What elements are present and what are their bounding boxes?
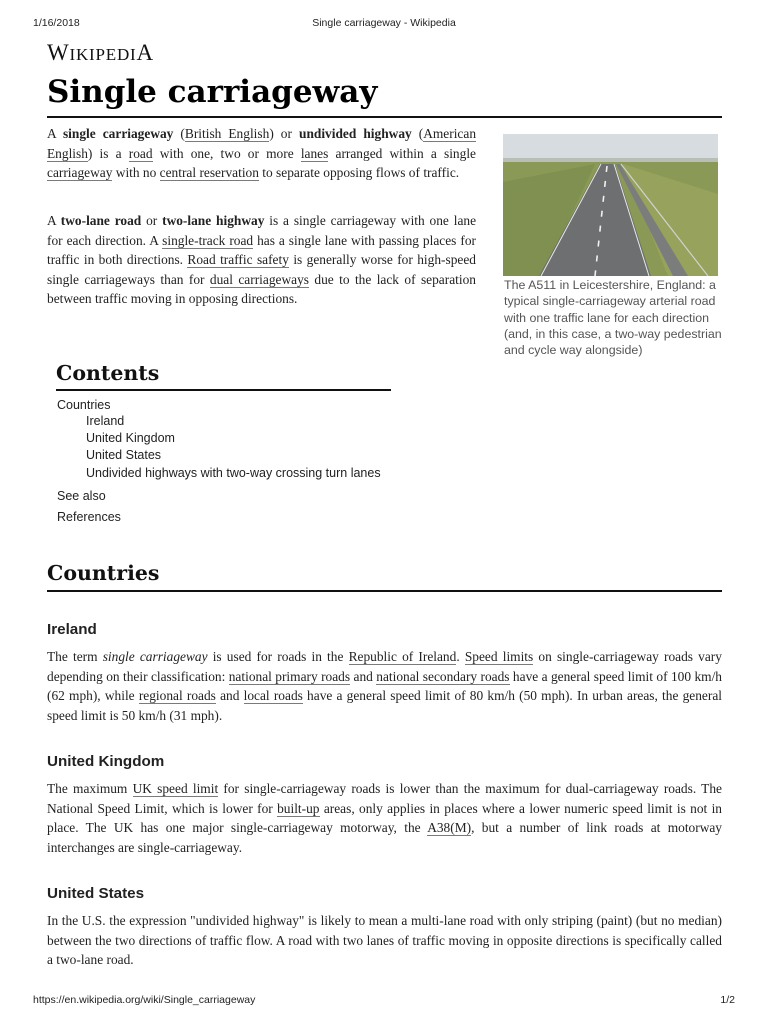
title-divider [47, 116, 722, 118]
print-title: Single carriageway - Wikipedia [312, 17, 456, 29]
link-carriageway[interactable]: carriageway [47, 165, 113, 180]
ireland-paragraph: The term single carriageway is used for roads in the Republic of Ireland. Speed limits on single-carriageway roads vary depending on their classification: national primary roads and national secondary roads have a general speed limit of 100 km/h (62 mph), while regional roads and local roads have a general speed limit of 80 km/h (50 mph). In urban areas, the general speed limit is 50 km/h (31 mph). [47, 649, 722, 723]
link-uk-speed-limit[interactable]: UK speed limit [132, 781, 219, 796]
link-republic-of-ireland[interactable]: Republic of Ireland [348, 649, 457, 664]
subsection-heading-ireland: Ireland [47, 621, 97, 638]
link-road-traffic-safety[interactable]: Road traffic safety [187, 252, 289, 267]
countries-divider [47, 590, 722, 592]
road-photo[interactable] [503, 134, 718, 276]
road-photo-graphic [503, 134, 718, 276]
section-heading-countries: Countries [47, 561, 160, 585]
print-url: https://en.wikipedia.org/wiki/Single_carriageway [33, 994, 256, 1006]
link-central-reservation[interactable]: central reservation [159, 165, 259, 180]
toc-item-united-kingdom[interactable]: United Kingdom [86, 431, 175, 445]
uk-paragraph: The maximum UK speed limit for single-carriageway roads is lower than the maximum for dual-carriageway roads. The National Speed Limit, which is lower for built-up areas, only applies in places where a lower numeric speed limit is not in place. The UK has one major single-carriageway motorway, the A38(M), but a number of link roads at motorway interchanges are single-carriageway. [47, 781, 722, 855]
wikipedia-wordmark[interactable]: WIKIPEDIA [47, 40, 154, 65]
print-page-number: 1/2 [720, 994, 735, 1006]
link-built-up[interactable]: built-up [277, 800, 320, 816]
link-speed-limits[interactable]: Speed limits [464, 649, 534, 664]
lead-paragraph-2: A two-lane road or two-lane highway is a single carriageway with one lane for each direction. A single-track road has a single lane with passing places for traffic in both directions. Road traffic safety is generally worse for high-speed single carriageways than for dual carriageways due to the lack of separation between traffic moving in opposing directions. [47, 213, 477, 306]
toc-item-see-also[interactable]: See also [57, 489, 106, 503]
link-dual-carriageways[interactable]: dual carriageways [209, 271, 309, 287]
link-regional-roads[interactable]: regional roads [138, 688, 216, 703]
toc-divider [56, 389, 391, 391]
link-a38m[interactable]: A38(M) [427, 820, 472, 835]
toc-item-references[interactable]: References [57, 510, 121, 524]
link-lanes[interactable]: lanes [300, 145, 329, 161]
print-date: 1/16/2018 [33, 17, 80, 29]
link-american-english[interactable]: American English [47, 126, 477, 161]
toc-item-united-states[interactable]: United States [86, 448, 162, 462]
link-single-track-road[interactable]: single-track road [162, 232, 254, 248]
page-title: Single carriageway [47, 74, 378, 110]
toc-item-countries[interactable]: Countries [57, 398, 111, 412]
toc-item-ireland[interactable]: Ireland [86, 414, 125, 428]
toc-item-undivided-highways[interactable]: Undivided highways with two-way crossing turn lanes [86, 466, 381, 480]
toc-title: Contents [56, 361, 160, 385]
subsection-heading-united-states: United States [47, 885, 145, 902]
subsection-heading-united-kingdom: United Kingdom [47, 753, 165, 770]
image-caption: The A511 in Leicestershire, England: a typical single-carriageway arterial road with one traffic lane for each direction (and, in this case, a two-way pedestrian and cycle way alongside) [504, 278, 722, 358]
link-local-roads[interactable]: local roads [243, 688, 303, 703]
link-national-secondary-roads[interactable]: national secondary roads [376, 668, 510, 684]
us-paragraph: In the U.S. the expression "undivided highway" is likely to mean a multi-lane road with only striping (paint) (but no median) between the two directions of traffic flow. A road with two lanes of traffic moving in opposite directions is specifically called a two-lane road. [47, 913, 722, 967]
lead-paragraph-1: A single carriageway (British English) or undivided highway (American English) is a road with one, two or more lanes arranged within a single carriageway with no central reservation to separate opposing flows of traffic. [47, 126, 477, 180]
link-british-english[interactable]: British English [184, 126, 270, 141]
link-road[interactable]: road [128, 145, 153, 161]
link-national-primary-roads[interactable]: national primary roads [228, 668, 351, 684]
